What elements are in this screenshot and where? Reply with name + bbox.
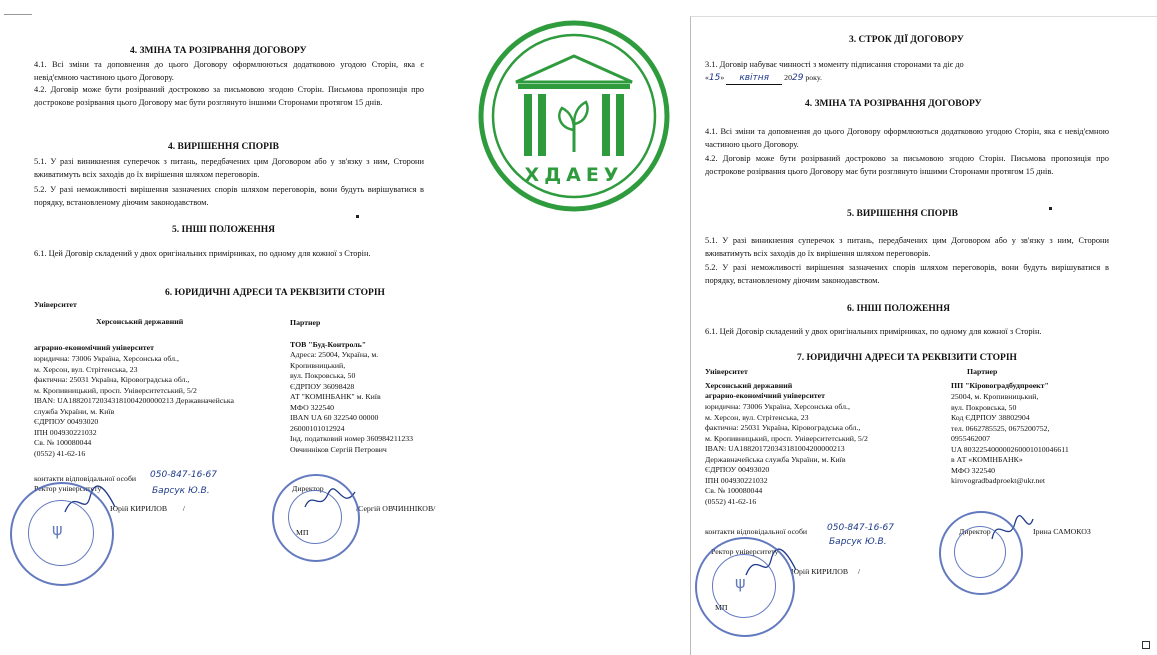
university-name-line1: Херсонський державний [96, 317, 184, 326]
uni-detail-line: м. Кропивницький, просп. Університетський, 5/2 [705, 433, 868, 443]
partner-detail-line: 26000101012924 [290, 423, 345, 433]
university-logo [476, 18, 672, 214]
uni-detail-line: ІПН 004930221032 [705, 475, 768, 485]
partner-detail-line: Інд. податковий номер 360984211233 [290, 434, 414, 443]
clause-4-1: 4.1. Всі зміни та доповнення до цього Договору оформлюються додатковою угодою Сторін, яка є невід'ємною частиною цього Договору. [705, 127, 1109, 149]
uni-detail-line: м. Херсон, вул. Стрітенська, 23 [705, 412, 809, 422]
partner-detail-line: Код ЄДРПОУ 38802904 [951, 413, 1030, 422]
partner-detail-line: IBAN UA 60 322540 00000 [290, 413, 379, 422]
director-signature-name: Ірина САМОКОЗ [1033, 527, 1091, 536]
partner-name: ТОВ "Буд-Контроль" [290, 340, 367, 349]
partner-detail-line: в АТ «КОМІНБАНК» [951, 455, 1023, 464]
partner-stamp [939, 511, 1023, 595]
right-document-page [690, 16, 1157, 655]
partner-detail-line: UA 803225400000260001010046611 [951, 444, 1069, 454]
partner-detail-line: Овчинніков Сергій Петрович [290, 444, 387, 454]
partner-detail-line: 25004, м. Кропивницький, [951, 392, 1039, 401]
partner-detail-line: АТ "КОМІНБАНК" м. Київ [290, 392, 381, 401]
partner-detail-line: kirovogradbadproekt@ukr.net [951, 476, 1046, 485]
uni-detail-line: Державначейська служба України, м. Київ [705, 454, 846, 464]
section-5-title: 5. ВИРІШЕННЯ СПОРІВ [847, 209, 958, 219]
contact-phone-handwritten: 050-847-16-67 [827, 523, 895, 533]
partner-detail-line: 0955462007 [951, 434, 990, 443]
partner-detail-line: Кропивницький, [290, 360, 346, 370]
section-7-title: 7. ЮРИДИЧНІ АДРЕСИ ТА РЕКВІЗИТИ СТОРІН [797, 353, 1017, 363]
university-label: Університет [705, 367, 748, 376]
uni-detail-line: (0552) 41-62-16 [705, 496, 757, 506]
mp-label: МП [715, 603, 728, 612]
trident-icon: ψ [52, 520, 63, 539]
clause-4-2: 4.2. Договір може бути розірваний достроково за письмовою згодою Сторін. Письмова пропозиція про дострокове розірвання цього Договору має бути розглянуто іншими Сторонами протягом 15 днів. [34, 85, 424, 107]
partner-detail-line: вул. Покровська, 50 [290, 371, 356, 380]
section-6-title: 5. ІНШІ ПОЛОЖЕННЯ [172, 225, 275, 235]
university-details [34, 354, 274, 459]
partner-details [951, 392, 1151, 487]
partner-detail-line: тел. 0662785525, 0675200752, [951, 423, 1050, 433]
director-signature-name: /Сергій ОВЧИННІКОВ/ [356, 504, 436, 513]
university-name-line1: Херсонський державний [705, 381, 793, 390]
trident-icon: ψ [735, 573, 746, 592]
crop-mark [4, 14, 32, 15]
section-7-title: 6. ЮРИДИЧНІ АДРЕСИ ТА РЕКВІЗИТИ СТОРІН [165, 288, 385, 298]
uni-detail-line: служба України, м. Київ [34, 406, 115, 416]
director-label: Директор [292, 484, 324, 493]
rector-label: Ректор університету [34, 484, 102, 493]
clause-6-1: 6.1. Цей Договір складений у двох оригінальних примірниках, по одному для кожної з Сторін. [705, 327, 1042, 336]
uni-detail-line: ІПН 004930221032 [34, 427, 97, 437]
university-name-line2: аграрно-економічний університет [705, 391, 825, 400]
uni-detail-line: (0552) 41-62-16 [34, 448, 86, 458]
clause-3-1: 3.1. Договір набуває чинності з моменту підписання сторонами та діє до [705, 60, 964, 69]
partner-name: ПП "Кіровоградбудпроект" [951, 381, 1049, 390]
uni-detail-line: IBAN: UA188201720343181004200000213 Державначейська [34, 396, 234, 405]
partner-detail-line: вул. Покровська, 50 [951, 402, 1017, 412]
partner-detail-line: Адреса: 25004, Україна, м. [290, 350, 379, 359]
clause-5-2: 5.2. У разі неможливості вирішення зазначених спорів шляхом переговорів, вони будуть вирішуватися в порядку, встановленому діючим законодавством. [705, 263, 1109, 285]
uni-detail-line: юридична: 73006 Україна, Херсонська обл., [705, 402, 850, 411]
uni-detail-line: юридична: 73006 Україна, Херсонська обл., [34, 354, 179, 363]
section-4-title: 4. ЗМІНА ТА РОЗІРВАННЯ ДОГОВОРУ [805, 99, 982, 109]
uni-detail-line: Св. № 100080044 [705, 486, 763, 495]
corner-marker [1142, 641, 1150, 649]
uni-detail-line: фактична: 25031 Україна, Кіровоградська обл., [34, 375, 190, 384]
clause-5-1: 5.1. У разі виникнення суперечок з питань, передбачених цим Договором або у зв'язку з ним, Сторони вживатимуть всіх заходів до їх вирішення шляхом переговорів. [34, 157, 424, 179]
rector-signature-name: Юрій КИРИЛОВ / [110, 504, 185, 513]
mp-label: МП [296, 528, 309, 537]
clause-3-1-date: «15» квітня 2029 року. [705, 73, 822, 83]
uni-detail-line: м. Херсон, вул. Стрітенська, 23 [34, 364, 138, 374]
contact-label: контакти відповідальної особи [34, 474, 137, 483]
contact-name-handwritten: Барсук Ю.В. [829, 537, 887, 547]
uni-detail-line: ЄДРПОУ 00493020 [34, 417, 99, 426]
uni-detail-line: IBAN: UA188201720343181004200000213 [705, 444, 845, 453]
university-stamp [695, 537, 795, 637]
contact-name-handwritten: Барсук Ю.В. [152, 486, 210, 496]
uni-detail-line: фактична: 25031 Україна, Кіровоградська обл., [705, 423, 861, 432]
contact-label: контакти відповідальної особи [705, 527, 808, 536]
clause-4-1: 4.1. Всі зміни та доповнення до цього Договору оформлюються додатковою угодою Сторін, яка є невід'ємною частиною цього Договору. [34, 60, 424, 82]
partner-detail-line: МФО 322540 [951, 465, 996, 475]
rector-signature-name: Юрій КИРИЛОВ / [791, 567, 861, 576]
section-5-title: 4. ВИРІШЕННЯ СПОРІВ [168, 142, 279, 152]
university-details [705, 402, 945, 507]
partner-stamp [272, 474, 360, 562]
speck [1049, 207, 1052, 210]
clause-5-1: 5.1. У разі виникнення суперечок з питань, передбачених цим Договором або у зв'язку з ним, Сторони вживатимуть всіх заходів до їх вирішення шляхом переговорів. [705, 236, 1109, 258]
director-label: Директор [959, 527, 991, 536]
section-4-title: 4. ЗМІНА ТА РОЗІРВАННЯ ДОГОВОРУ [130, 46, 307, 56]
contact-phone-handwritten: 050-847-16-67 [150, 470, 218, 480]
speck [356, 215, 359, 218]
clause-6-1: 6.1. Цей Договір складений у двох оригінальних примірниках, по одному для кожної з Сторін. [34, 249, 371, 258]
rector-label: Ректор університету [711, 547, 779, 556]
section-6-title: 6. ІНШІ ПОЛОЖЕННЯ [847, 304, 950, 314]
partner-detail-line: МФО 322540 [290, 402, 335, 412]
partner-detail-line: ЄДРПОУ 36098428 [290, 381, 355, 391]
left-document-page [0, 0, 462, 654]
university-name-line2: аграрно-економічний університет [34, 343, 154, 352]
clause-5-2: 5.2. У разі неможливості вирішення зазначених спорів шляхом переговорів, вони будуть вирішуватися в порядку, встановленому діючим законодавством. [34, 185, 424, 207]
university-stamp [10, 482, 114, 586]
uni-detail-line: ЄДРПОУ 00493020 [705, 465, 770, 474]
clause-4-2: 4.2. Договір може бути розірваний достроково за письмовою згодою Сторін. Письмова пропозиція про дострокове розірвання цього Договору має бути розглянуто іншими Сторонами протягом 15 днів. [705, 154, 1109, 176]
partner-label: Партнер [967, 367, 998, 376]
university-label: Університет [34, 300, 77, 309]
uni-detail-line: Св. № 100080044 [34, 438, 92, 447]
logo-text: ХДАЕУ [524, 164, 624, 186]
partner-label: Партнер [290, 318, 321, 327]
section-3-title: 3. СТРОК ДІЇ ДОГОВОРУ [849, 35, 964, 45]
partner-details [290, 350, 460, 455]
uni-detail-line: м. Кропивницький, просп. Університетський, 5/2 [34, 385, 197, 395]
